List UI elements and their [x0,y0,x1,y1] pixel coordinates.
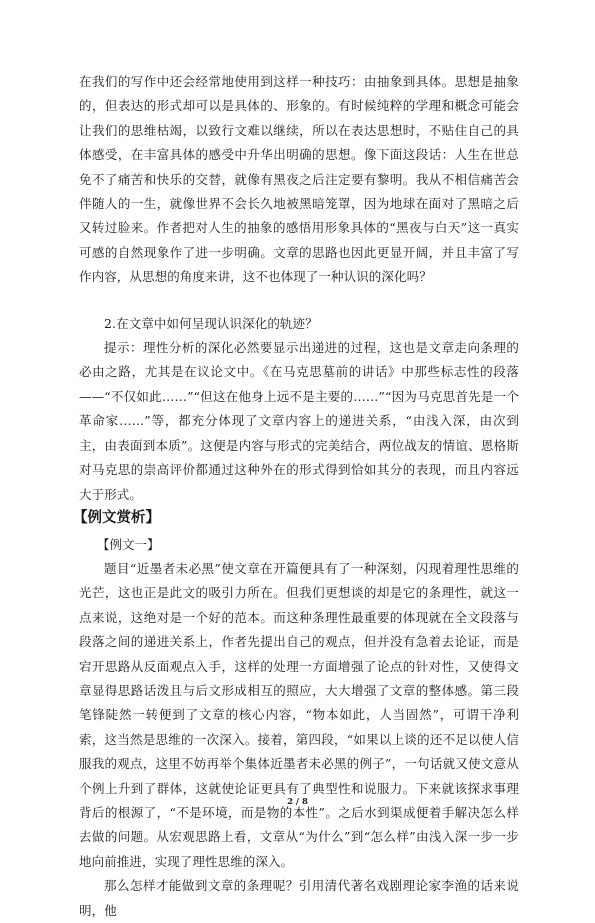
document-body [73,70,519,923]
paragraph-hint: 提示：理性分析的深化必然要显示出递进的过程，这也是文章走向条理的必由之路，尤其是在议论文中。《在马克思墓前的讲话》中那些标志性的段落——“不仅如此……”“但这在他身上远不是主要的……”“因为马克思首先是一个革命家……”等，都充分体现了文章内容上的递进关系，“由浅入深，由次到主，由表面到本质”。这便是内容与形式的完美结合，两位战友的情谊、恩格斯对马克思的崇高评价都通过这种外在的形式得到恰如其分的表现，而且内容远大于形式。 [79,340,519,502]
paragraph-spacer [79,290,519,312]
section-heading-example-analysis: 【例文赏析】 [73,509,160,526]
paragraph-example-one-analysis: 题目“近墨者未必黑”使文章在开篇便具有了一种深刻，闪现着理性思维的光芒，这也正是此文的吸引力所在。但我们更想谈的却是它的条理性，就这一点来说，这绝对是一个好的范本。而这种条理性最重要的体现就在全文段落与段落之间的递进关系上，作者先提出自己的观点，但并没有急着去论证，而是宕开思路从反面观点入手，这样的处理一方面增强了论点的针对性，又使得文章显得思路话泼且与后文形成相互的照应，大大增强了文章的整体感。第三段笔锋陡然一转便到了文章的核心内容，“物本如此，人当固然”，可谓干净利索，这当然是思维的一次深入。接着，第四段，“如果以上谈的还不足以使人信服我的观点，这里不妨再举个集体近墨者未必黑的例子”，一句话就又使文意从个例上升到了群体，这就使论证更具有了典型性和说服力。下来就该探求事理背后的根源了，“不是环境，而是物的本性”。之后水到渠成便着手解决怎么样去做的问题。从宏观思路上看，文章从“为什么”到“怎么样”由浅入深一步一步地向前推进，实现了理性思维的深入。 [79,560,519,869]
paragraph-how-to-organize: 那么怎样才能做到文章的条理呢？引用清代著名戏剧理论家李渔的话来说明，他 [79,878,519,918]
question-2: 2.在文章中如何呈现认识深化的轨迹？ [104,315,318,331]
example-label: 【例文一】 [97,536,160,552]
page-number: 2 / 8 [287,797,308,807]
paragraph-abstract-to-concrete: 在我们的写作中还会经常地使用到这样一种技巧：由抽象到具体。思想是抽象的，但表达的形式却可以是具体的、形象的。有时候纯粹的学理和概念可能会让我们的思维枯竭，以致行文难以继续，所以在表达思想时，不贴住自己的具体感受，在丰富具体的感受中升华出明确的思想。像下面这段话：人生在世总免不了痛苦和快乐的交替，就像有黑夜之后注定要有黎明。我从不相信痛苦会伴随人的一生，就像世界不会长久地被黑暗笼罩，因为地球在面对了黑暗之后又转过脸来。作者把对人生的抽象的感悟用形象具体的“黑夜与白天”这一真实可感的自然现象作了进一步明确。文章的思路也因此更显开阔，并且丰富了写作内容，从思想的角度来讲，这不也体现了一种认识的深化吗？ [79,74,519,285]
